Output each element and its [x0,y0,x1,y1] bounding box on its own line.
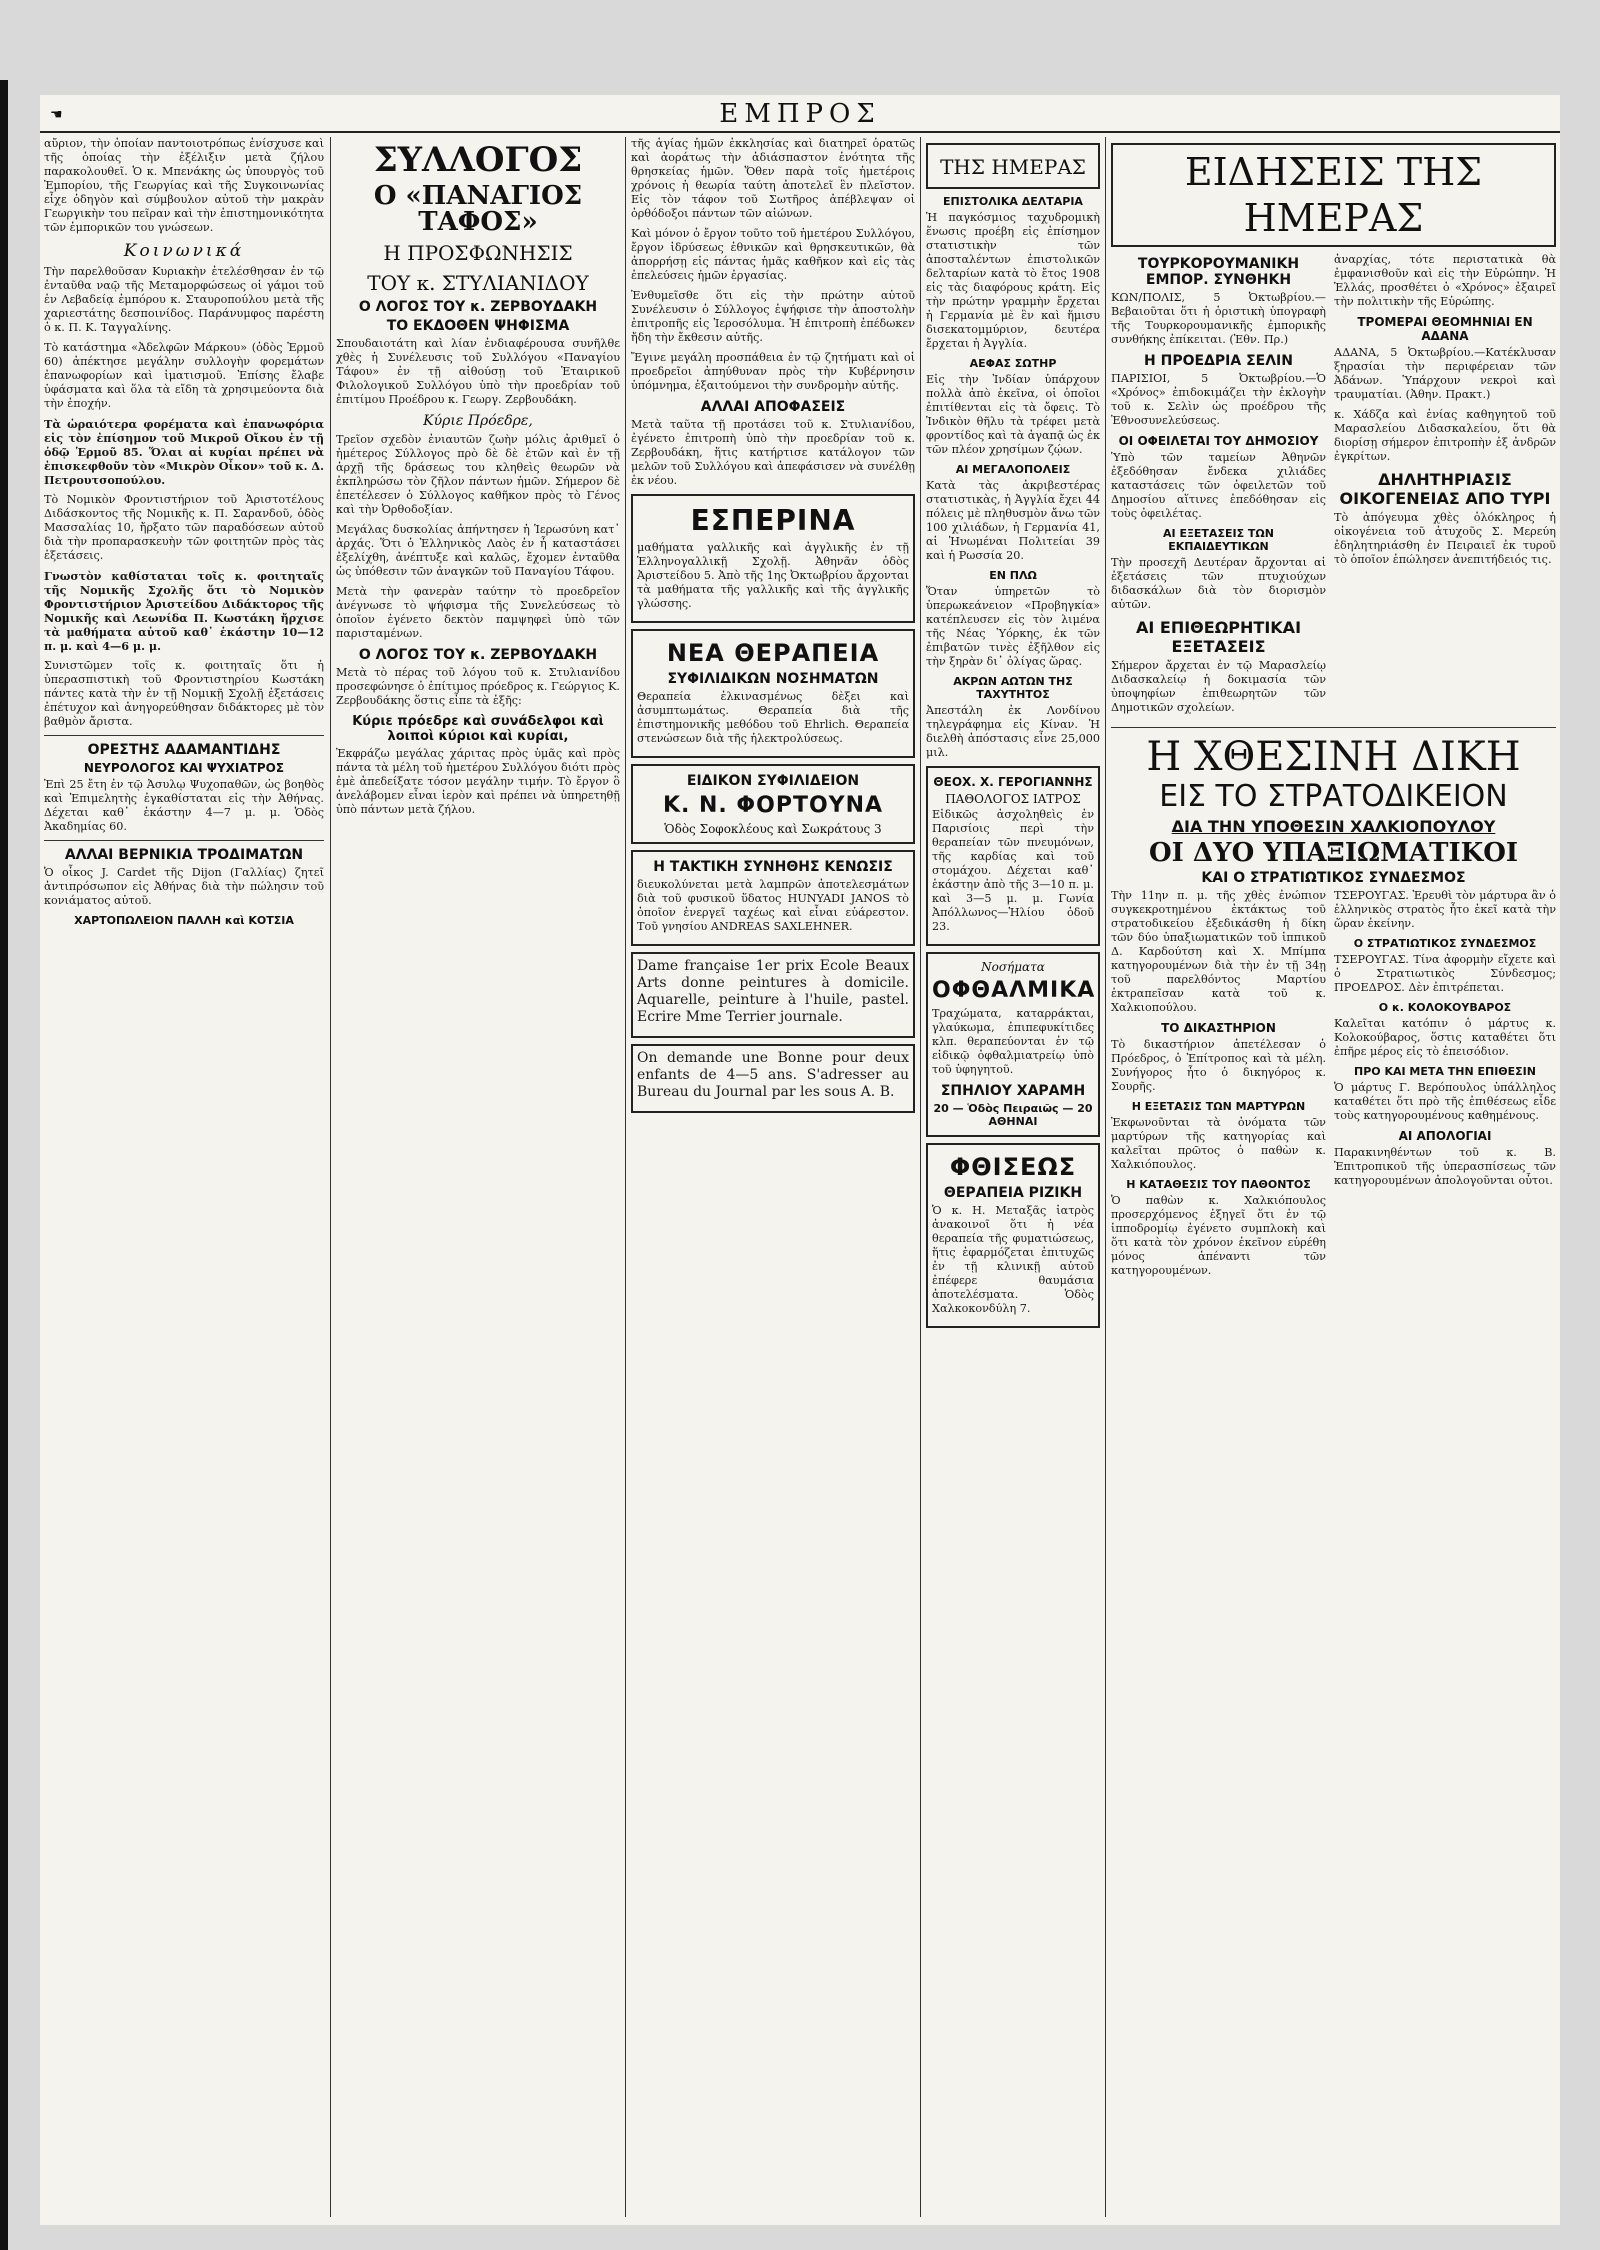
article-text: Κατὰ τὰς ἀκριβεστέρας στατιστικὰς, ἡ Ἀγγλία ἔχει 44 πόλεις μὲ πληθυσμὸν ἄνω τῶν 100 χιλιάδων, ἡ Γερμανία 41, αἱ Ἡνωμέναι Πολιτείαι 39 καὶ ἡ Ρωσσία 20. [926,479,1100,562]
ad-subheading: ΘΕΡΑΠΕΙΑ ΡΙΖΙΚΗ [943,1185,1083,1201]
article-text: Μεγάλας δυσκολίας ἀπήντησεν ἡ Ἱερωσύνη κατ᾽ ἀρχάς. Ὅτι ὁ Ἑλληνικὸς Λαὸς ἐν ἦ καταστάσει ἐξελίχθη, ἀνέπτυξε καὶ καλῶς, ἔχομεν ἐνταῦθα ὡς ὑπόθεσιν τῶν ἀναγκῶν τοῦ Παναγίου Τάφου. [336,523,620,578]
article-text: ΚΩΝ/ΠΟΛΙΣ, 5 Ὀκτωβρίου.—Βεβαιοῦται ὅτι ἡ ὁριστικὴ ὑπογραφὴ τῆς Τουρκορουμανικῆς ἐμπορικῆς συνθήκης ἐπίκειται. (Ἐθν. Πρ.) [1111,291,1326,346]
article-text: Παρακινηθέντων τοῦ κ. Β. Ἐπιτροπικοῦ τῆς ὑπερασπίσεως τῶν κατηγορουμένων ἀπολογοῦνται οὗτοι. [1334,1146,1556,1187]
footer-text: ΧΑΡΤΟΠΩΛΕΙΟΝ ΠΑΛΛΗ καὶ ΚΟΤΣΙΑ [74,914,294,927]
article-text: Ἐκφράζω μεγάλας χάριτας πρὸς ὑμᾶς καὶ πρὸς πάντα τὰ μέλη τοῦ ἡμετέρου Συλλόγου διότι πρὸς ἐμὲ ἀπεδείξατε τόσον μεγάλην τιμήν. Τὸ ἔργον ὃ ἀνελάβομεν εἶναι ἱερὸν καὶ πρέπει νὰ ὑπηρετηθῇ ὑπὸ πάντων μετὰ ζήλου. [336,747,620,816]
ad-address: Ὁδὸς Σοφοκλέους καὶ Σωκράτους 3 [664,822,882,836]
ad-heading: ΟΦΘΑΛΜΙΚΑ [932,978,1096,1003]
ad-heading: Η ΤΑΚΤΙΚΗ ΣΥΝΗΘΗΣ ΚΕΝΩΣΙΣ [653,859,893,875]
ornament-icon: ☚ [50,107,63,123]
ad-subheading: Κ. Ν. ΦΟΡΤΟΥΝΑ [662,793,884,818]
ad-heading: ΦΘΙΣΕΩΣ [949,1153,1077,1181]
ad-subheading: ΠΑΘΟΛΟΓΟΣ ΙΑΤΡΟΣ [945,792,1081,806]
main-headline: Η ΧΘΕΣΙΝΗ ΔΙΚΗ [1146,734,1521,780]
article-text: Τὸ Νομικὸν Φροντιστήριον τοῦ Ἀριστοτέλους Διδάσκοντος τῆς Νομικῆς κ. Π. Σαρανδοῦ, ὁδὸς Μασσαλίας 10, ἤρξατο τῶν παραδόσεων αὐτοῦ διὰ τὴν προπαρασκευὴν τῶν φοιτητῶν πρὸς τὰς ἐξετάσεις. [44,493,324,562]
subheadline: ΤΟ ΔΙΚΑΣΤΗΡΙΟΝ [1161,1021,1276,1035]
article-text: ΤΣΕΡΟΥΓΑΣ. Ἐρευθὶ τὸν μάρτυρα ἂν ὁ ἑλληνικὸς στρατὸς ἦτο ἐκεῖ κατὰ τὴν ὥραν ἐκείνην. [1334,889,1556,930]
divider [1111,727,1556,728]
ad-text: διευκολύνεται μετὰ λαμπρῶν ἀποτελεσμάτων διὰ τοῦ φυσικοῦ ὕδατος HUNYADI JANOS τὸ ὁποῖον ἐνεργεῖ ταχέως καὶ εἶναι εὐάρεστον. Τοῦ γνησίου ANDREAS SAXLEHNER. [637,878,909,933]
subheadline: ΔΙΑ ΤΗΝ ΥΠΟΘΕΣΙΝ ΧΑΛΚΙΟΠΟΥΛΟΥ [1171,817,1496,836]
ad-heading: ΟΡΕΣΤΗΣ ΑΔΑΜΑΝΤΙΔΗΣ [87,742,281,758]
subheadline: Η ΠΡΟΕΔΡΙΑ ΣΕΛΙΝ [1144,353,1293,369]
news-row [1111,253,1556,721]
column-3 [631,137,915,2217]
ad-text: Τραχώματα, καταρράκται, γλαύκωμα, ἐπιπεφυκίτιδες κλπ. θεραπεύονται ἐν τῷ εἰδικῷ ὀφθαλμιατρείῳ ὑπὸ τοῦ ὑφηγητοῦ. [932,1007,1094,1076]
newspaper-page [40,95,1560,2225]
article-text: Ἐνθυμεῖσθε ὅτι εἰς τὴν πρώτην αὐτοῦ Συνέλευσιν ὁ Σύλλογος ἐψήφισε τὴν ἀποστολὴν ἐπιτροπῆς εἰς Ἱεροσόλυμα. Ἡ ἐπιτροπὴ ἐπέδωκεν ἤδη τὴν ἔκθεσιν αὐτῆς. [631,289,915,344]
ad-box [631,629,915,758]
ad-heading: ΕΣΠΕΡΙΝΑ [690,504,856,537]
subheadline: ΤΟΥ κ. ΣΤΥΛΙΑΝΙΔΟΥ [367,271,589,295]
subheadline: Κύριε πρόεδρε καὶ συνάδελφοι καὶ λοιποὶ κύριοι καὶ κυρίαι, [352,714,604,744]
section-heading: ΤΗΣ ΗΜΕΡΑΣ [940,155,1086,179]
salutation: Κύριε Πρόεδρε, [423,413,533,429]
article-text: Τὸ κατάστημα «Ἀδελφῶν Μάρκου» (ὁδὸς Ἑρμοῦ 60) ἀπέκτησε μεγάλην συλλογὴν φορεμάτων ἐπανωφορίων καὶ ἱματισμοῦ. Ἐπίσης ἔλαβε ὑφάσματα καὶ ὅλα τὰ εἴδη τὰ χρησιμεύοντα διὰ τὴν ἐποχήν. [44,341,324,410]
article-text: ΑΔΑΝΑ, 5 Ὀκτωβρίου.—Κατέκλυσαν ξηρασίαι τὴν περιφέρειαν τῶν Ἀδάνων. Ὑπάρχουν νεκροὶ καὶ τραυματίαι. (Ἀθην. Πρακτ.) [1334,346,1556,401]
article-text: Ἡ παγκόσμιος ταχυδρομικὴ ἕνωσις προέβη εἰς ἐπίσημον στατιστικὴν τῶν ἀποσταλέντων ἐπιστολικῶν δελταρίων κατὰ τὸ ἔτος 1908 εἰς τὰς διαφόρους κράτη. Εἰς τὴν πρώτην γραμμὴν ἔρχεται ἡ Γερμανία μὲ ἓν καὶ ἥμισυ δισεκατομμύριον, δευτέρα ἔρχεται ἡ Ἀγγλία. [926,211,1100,350]
scan-edge [0,80,8,2250]
ad-text: Ἐπὶ 25 ἔτη ἐν τῷ Ἀσυλῳ Ψυχοπαθῶν, ὡς βοηθὸς καὶ Ἐπιμελητὴς ἐγκαθίσταται εἰς τὴν Ἀθήνας. Δέχεται καθ᾽ ἑκάστην 4—7 μ. μ. Ὁδὸς Ἀκαδημίας 60. [44,778,324,833]
ad-heading: ΝΕΑ ΘΕΡΑΠΕΙΑ [666,639,880,667]
subheadline: ΤΡΟΜΕΡΑΙ ΘΕΟΜΗΝΙΑΙ ΕΝ ΑΔΑΝΑ [1357,315,1533,343]
news-left [1111,253,1326,721]
ad-text: Ὁ κ. Η. Μεταξᾶς ἰατρὸς ἀνακοινοῖ ὅτι ἡ νέα θεραπεία τῆς φυματιώσεως, ἥτις ἐφαρμόζεται ἐπιτυχῶς ἐν τῇ κλινικῇ αὐτοῦ ἐπέφερε θαυμάσια ἀποτελέσματα. Ὁδὸς Χαλκοκονδύλη 7. [932,1204,1094,1315]
subheadline: ΤΟΥΡΚΟΡΟΥΜΑΝΙΚΗ ΕΜΠΟΡ. ΣΥΝΘΗΚΗ [1137,256,1300,288]
article-text: Σπουδαιοτάτη καὶ λίαν ἐνδιαφέρουσα συνῆλθε χθὲς ἡ Συνέλευσις τοῦ Συλλόγου «Παναγίου Τάφου» ἐν τῇ αἰθούσῃ τοῦ Ἑταιρικοῦ Φιλολογικοῦ Συλλόγου ὑπὸ τὴν προεδρίαν τοῦ ἐπιτίμου Προέδρου κ. Γεωργ. Ζερβουδάκη. [336,337,620,406]
article-text: Ὁ παθὼν κ. Χαλκιόπουλος προσερχόμενος ἐξηγεῖ ὅτι ἐν τῷ ἱπποδρομίῳ ἐγένετο συμπλοκὴ καὶ ὅτι κατὰ τὸν χρόνον ἐκεῖνον εὑρέθη μόνος ἀπέναντι τῶν κατηγορουμένων. [1111,1194,1326,1277]
article-text: Καὶ μόνον ὁ ἔργον τοῦτο τοῦ ἡμετέρου Συλλόγου, ἔργον ἱδρύσεως ἐθνικῶν καὶ θρησκευτικῶν, θὰ ἀπορρήσῃ εἰς πάντας ἡμᾶς καθῆκον καὶ εἰς τὰς ἐπελεύσεις ἡμῶν ἐργασίας. [631,227,915,282]
column-5 [1111,137,1556,2217]
article-text: Τὸ ἀπόγευμα χθὲς ὁλόκληρος ἡ οἰκογένεια τοῦ ἀτυχοῦς Σ. Μερεύη ἐδηλητηριάσθη ἐν Πειραιεῖ ἐκ τυροῦ τὸ ὁποῖον ἐπώλησεν ἀνεπιτήδειός τις. [1334,511,1556,566]
ad-box [631,850,915,946]
column-2 [336,137,620,2217]
ad-heading: ΘΕΟΧ. Χ. ΓΕΡΟΓΙΑΝΝΗΣ [933,775,1093,789]
section-box [1111,143,1556,247]
ad-text: Dame française 1er prix Ecole Beaux Arts donne peintures à domicile. Aquarelle, peinture à l'huile, pastel. Ecrire Mme Terrier journale. [637,958,909,1025]
article-text: ΤΣΕΡΟΥΓΑΣ. Τίνα ἀφορμὴν εἴχετε καὶ ὁ Στρατιωτικὸς Σύνδεσμος; ΠΡΟΕΔΡΟΣ. Δὲν ἐπιτρέπεται. [1334,953,1556,994]
subheadline: ΑΙ ΕΠΙΘΕΩΡΗΤΙΚΑΙ ΕΞΕΤΑΣΕΙΣ [1135,618,1302,656]
subheadline: ΑΙ ΑΠΟΛΟΓΙΑΙ [1398,1129,1492,1143]
article-text: Ὅταν ὑπηρετῶν τὸ ὑπερωκεάνειον «Προβηγκία» κατέπλευσεν εἰς τὸν λιμένα τῆς Νέας Ὑόρκης, ἐκ τῶν ἐπιβατῶν τινὲς ἐξῆλθον εἰς τὴν ξηρὰν δι᾽ ὀλίγας ὥρας. [926,585,1100,668]
article-text: Τὴν 11ην π. μ. τῆς χθὲς ἐνώπιον συγκεκροτημένου ἐκτάκτως τοῦ στρατοδικείου ἐξεδικάσθη ἡ δίκη τῶν δύο ὑπαξιωματικῶν τοῦ ἱππικοῦ Δ. Καρδούτση καὶ Χ. Μπίμπα κατηγορουμένων διὰ τὴν ἐν τῇ 34ῃ τοῦ παρελθόντος Μαρτίου ἐκτραπεῖσαν κατὰ τοῦ κ. Χαλκιοπούλου. [1111,889,1326,1014]
article-text: κ. Χάδζα καὶ ἐνίας καθηγητοῦ τοῦ Μαρασλείου Διδασκαλείου, ὅτι θὰ διορίσῃ σήμερον ἐπιτροπὴν ἐξ ἀνδρῶν ἐγκρίτων. [1334,408,1556,463]
column-rule [625,137,626,2217]
article-text: Ἐκφωνοῦνται τὰ ὀνόματα τῶν μαρτύρων τῆς κατηγορίας καὶ καλεῖται πρῶτος ὁ παθὼν κ. Χαλκιόπουλος. [1111,1116,1326,1171]
article-text: τῆς ἁγίας ἡμῶν ἐκκλησίας καὶ διατηρεῖ ὁρατῶς καὶ ἀοράτως τὴν ἀδιάσπαστον ἑνότητα τῆς θρησκείας ἡμῶν. Ὅθεν παρὰ τοῖς ἡμετέροις χρόνοις ἡ θεωρία ταύτη ἀποτελεῖ ἓν πλεῖστον. Εἰς τὸν τάφον τοῦ Σωτῆρος ἀπέβλεψαν οἱ ὀρθόδοξοι πάντων τῶν αἰώνων. [631,137,915,220]
ad-kicker: Νοσήματα [981,960,1045,974]
article-text: Ἔγινε μεγάλη προσπάθεια ἐν τῷ ζητήματι καὶ οἱ προεδρεῖοι ἀπηύθυναν πρὸς τὴν Κυβέρνησιν ὑπόμνημα, ἐξαιτούμενοι τὴν συνδρομὴν αὐτῆς. [631,351,915,392]
article-text: Συνιστῶμεν τοῖς κ. φοιτηταῖς ὅτι ἡ ὑπερασπιστικὴ τοῦ Φροντιστηρίου Κωστάκη πάντες κατὰ τὴν ἐν τῇ Νομικῇ Σχολῇ ἐξετάσεις ἐπέτυχον καὶ ἀνηγορεύθησαν διδάκτορες μὲ τὸν βαθμὸν ἄριστα. [44,659,324,728]
column-4 [926,137,1100,2217]
headline: ΣΥΛΛΟΓΟΣ [373,140,583,180]
column-rule [330,137,331,2217]
ad-box [631,764,915,844]
subheadline: ΟΙ ΟΦΕΙΛΕΤΑΙ ΤΟΥ ΔΗΜΟΣΙΟΥ [1118,434,1319,448]
article-text: Σήμερον ἄρχεται ἐν τῷ Μαρασλείῳ Διδασκαλείῳ ἡ δοκιμασία τῶν ὑποψηφίων ἐπιθεωρητῶν τῶν Δημοτικῶν σχολείων. [1111,659,1326,714]
section-heading: ΕΙΔΗΣΕΙΣ ΤΗΣ ΗΜΕΡΑΣ [1184,150,1483,240]
subheadline: ΟΙ ΔΥΟ ΥΠΑΞΙΩΜΑΤΙΚΟΙ [1148,838,1519,868]
ad-text: Θεραπεία ἐλκινασμένως δὲξει καὶ ἀσυμπτωμάτως. Θεραπεία διὰ τῆς ἐπιστημονικῆς μεθόδου τοῦ Ehrlich. Θεραπεία στενώσεων διὰ τῆς ἠλεκτρολύσεως. [637,690,909,745]
article-text: Γνωστὸν καθίσταται τοῖς κ. φοιτηταῖς τῆς Νομικῆς Σχολῆς ὅτι τὸ Νομικὸν Φροντιστήριον Ἀριστείδου Διδάκτορος τῆς Νομικῆς καὶ Λεωνίδα Π. Κωστάκη ἤρχισε τὰ μαθήματα αὐτοῦ καθ᾽ ἑκάστην 10—12 π. μ. καὶ 4—6 μ. μ. [44,569,324,653]
ad-box [631,1044,915,1113]
article-text: Μετὰ τὴν φανερὰν ταύτην τὸ προεδρεῖον ἀνέγνωσε τὸ ψήφισμα τῆς Συνελεύσεως τὸ ὁποῖον ἐγένετο δεκτὸν παμψηφεὶ ὑπὸ τῶν παρισταμένων. [336,585,620,640]
ad-text: Ὁ οἶκος J. Cardet τῆς Dijon (Γαλλίας) ζητεῖ ἀντιπρόσωπον εἰς Ἀθήνας διὰ τὴν πώλησιν τοῦ κονιάματος αὐτοῦ. [44,866,324,907]
subheadline: Ο ΛΟΓΟΣ ΤΟΥ κ. ΖΕΡΒΟΥΔΑΚΗ [358,299,598,315]
divider [44,840,324,841]
article-text: αὔριον, τὴν ὁποίαν παντοιοτρόπως ἐνίσχυσε καὶ τῆς ὁποίας τὴν ἐξέλιξιν μετὰ ζήλου παρακολουθεῖ. Ὁ κ. Μπενάκης ὡς ὑπουργὸς τοῦ Ἐμπορίου, τῆς Γεωργίας καὶ τῆς Συγκοινωνίας εἶχε ὁδηγὸν καὶ σύμβουλον αὐτοῦ τὴν μακρὰν Γεωργικὴν του πεῖραν καὶ τὴν ἐπιστημονικότητα τῶν ἐμπορικῶν του γνώσεων. [44,137,324,234]
ad-box [926,1143,1100,1328]
divider [44,735,324,736]
subheadline: ΤΟ ΕΚΔΟΘΕΝ ΨΗΦΙΣΜΑ [386,318,570,334]
ad-name: ΣΠΗΛΙΟΥ ΧΑΡΑΜΗ [940,1083,1086,1099]
ad-text: On demande une Bonne pour deux enfants de 4—5 ans. S'adresser au Bureau du Journal par les sous A. B. [637,1050,909,1100]
article-text: Καλεῖται κατόπιν ὁ μάρτυς κ. Κολοκούβαρος, ὅστις καταθέτει ὅτι ἐπῆρε μέρος εἰς τὸ ἐπεισόδιον. [1334,1017,1556,1058]
subheadline: ΑΚΡΩΝ ΑΩΤΩΝ ΤΗΣ ΤΑΧΥΤΗΤΟΣ [953,675,1073,701]
ad-box [926,952,1100,1137]
article-text: Τὴν προσεχῆ Δευτέραν ἄρχονται αἱ ἐξετάσεις τῶν πτυχιούχων διδασκάλων διὰ τὸν διορισμὸν αὐτῶν. [1111,556,1326,611]
trial-right [1334,889,1556,1284]
newspaper-title: ΕΜΠΡΟΣ [719,99,881,129]
article-text: Εἰς τὴν Ἰνδίαν ὑπάρχουν πολλὰ ἀπὸ ἐκεῖνα, οἱ ὁποῖοι ἐπιτίθενται εἰς τὰ ὄφεις. Τὸ Ἰνδικὸν θῆλυ τὰ τρέφει μετὰ φροντίδος καὶ τὰ ἀγαπᾷ ὡς ἐκ τῶν πλέον χρησίμων ζῴων. [926,373,1100,456]
article-text: Ἀπεστάλη ἐκ Λονδίνου τηλεγράφημα εἰς Κίναν. Ἡ διελθὴ ἀπόστασις εἶνε 25,000 μιλ. [926,704,1100,759]
article-text: Τὴν παρελθοῦσαν Κυριακὴν ἐτελέσθησαν ἐν τῷ ἐνταῦθα ναῷ τῆς Μεταμορφώσεως οἱ γάμοι τοῦ ἐν Λεβαδείᾳ ἐμπόρου κ. Σταυροπούλου μετὰ τῆς χαριεστάτης δεσποινίδος. Παράνυμφος παρέστη ὁ κ. Π. Κ. Ταγγαλίνης. [44,265,324,334]
trial-row [1111,889,1556,1284]
column-rule [920,137,921,2217]
ad-subheading: ΣΥΦΙΛΙΔΙΚΩΝ ΝΟΣΗΜΑΤΩΝ [667,671,879,687]
article-text: Μετὰ τὸ πέρας τοῦ λόγου τοῦ κ. Στυλιανίδου προσεφώνησε ὁ ἐπίτιμος πρόεδρος κ. Γεώργιος Κ. Ζερβουδάκης ὅστις εἶπε τὰ ἑξῆς: [336,666,620,707]
subheadline: Ο ΣΤΡΑΤΙΩΤΙΚΟΣ ΣΥΝΔΕΣΜΟΣ [1353,937,1537,950]
article-text: Τὰ ὡραιότερα φορέματα καὶ ἐπανωφόρια εἰς τὸν ἐπίσημον τοῦ Μικροῦ Οἴκου ἐν τῇ ὁδῷ Ἑρμοῦ 85. Ὅλαι αἱ κυρίαι πρέπει νὰ ἐπισκεφθοῦν τὸν «Μικρὸν Οἶκον» τοῦ κ. Δ. Πετρουτσοπούλου. [44,417,324,487]
section-heading: Κοινωνικά [123,241,245,261]
subheadline: Η ΠΡΟΣΦΩΝΗΣΙΣ [383,241,573,265]
subheadline: Ο κ. ΚΟΛΟΚΟΥΒΑΡΟΣ [1378,1001,1512,1014]
article-text: ΠΑΡΙΣΙΟΙ, 5 Ὀκτωβρίου.—Ὁ «Χρόνος» ἐπιδοκιμάζει τὴν ἐκλογὴν τοῦ κ. Σελὶν ὡς προέδρου τῆς Ἐθνοσυνελεύσεως. [1111,372,1326,427]
subheadline: Η ΕΞΕΤΑΣΙΣ ΤΩΝ ΜΑΡΤΥΡΩΝ [1131,1100,1306,1113]
ad-text: Εἰδικῶς ἀσχοληθεὶς ἐν Παρισίοις περὶ τὴν θεραπείαν τῶν πνευμόνων, τῆς καρδίας καὶ τοῦ στομάχου. Δέχεται καθ᾽ ἑκάστην ἀπὸ τῆς 3—10 π. μ. καὶ 3—5 μ. μ. Γωνία Ἀπόλλωνος—Ἡλίου ὁδοῦ 23. [932,808,1094,933]
subheadline: ΑΛΛΑΙ ΑΠΟΦΑΣΕΙΣ [700,399,846,415]
subheadline: ΑΙ ΜΕΓΑΛΟΠΟΛΕΙΣ [955,463,1071,476]
subheadline: Ο ΛΟΓΟΣ ΤΟΥ κ. ΖΕΡΒΟΥΔΑΚΗ [358,647,598,663]
article-text: Τρεῖον σχεδὸν ἐνιαυτῶν ζωὴν μόλις ἀριθμεῖ ὁ ἡμέτερος Σύλλογος πρὸ δὲ δὲ ἐτῶν καὶ ἐν τῇ ἀρχῇ τῆς δράσεως του κληθεὶς θεωρῶν νὰ ἐκπληρώσω τὸν ζῆλον πάντων ἡμῶν. Σήμερον δὲ ἐπετέλεσεν ὁ Σύλλογος καθῆκον πρὸς τὸ Γένος καὶ τὴν Ὀρθοδοξίαν. [336,433,620,516]
subheadline: ΔΗΛΗΤΗΡΙΑΣΙΣ ΟΙΚΟΓΕΝΕΙΑΣ ΑΠΟ ΤΥΡΙ [1339,470,1551,508]
ad-text: μαθήματα γαλλικῆς καὶ ἀγγλικῆς ἐν τῇ Ἑλληνογαλλικῇ Σχολῇ. Ἀθηνᾶν ὁδὸς Ἀριστείδου 5. Ἀπὸ τῆς 1ης Ὀκτωβρίου ἄρχονται τὰ μαθήματα τῆς γαλλικῆς καὶ τῆς ἀγγλικῆς γλώσσης. [637,541,909,610]
ad-box [631,952,915,1038]
subheadline: ΑΕΦΑΣ ΣΩΤΗΡ [969,357,1057,370]
ad-heading: ΑΛΛΑΙ ΒΕΡΝΙΚΙΑ ΤΡΟΔΙΜΑΤΩΝ [64,847,304,863]
article-text: Τὸ δικαστήριον ἀπετέλεσαν ὁ Πρόεδρος, ὁ Ἐπίτροπος καὶ τὰ μέλη. Συνήγορος ἦτο ὁ δικηγόρος κ. Σουρῆς. [1111,1038,1326,1093]
ad-subheading: ΝΕΥΡΟΛΟΓΟΣ ΚΑΙ ΨΥΧΙΑΤΡΟΣ [83,761,285,775]
masthead [40,95,1560,133]
article-text: Μετὰ ταῦτα τῇ προτάσει τοῦ κ. Στυλιανίδου, ἐγένετο ἐπιτροπὴ ὑπὸ τὴν προεδρίαν τοῦ κ. Ζερβουδάκη, ἥτις κατήρτισε κατάλογον τῶν μελῶν τοῦ Συλλόγου καὶ ἀπεφάσισεν νὰ συνέλθῃ ἐκ νέου. [631,418,915,487]
ad-heading: ΕΙΔΙΚΟΝ ΣΥΦΙΛΙΔΕΙΟΝ [686,773,860,789]
trial-left [1111,889,1326,1284]
ad-box [926,766,1100,946]
news-right [1334,253,1556,721]
subheadline: ΑΙ ΕΞΕΤΑΣΕΙΣ ΤΩΝ ΕΚΠΑΙΔΕΥΤΙΚΩΝ [1163,527,1274,553]
subheadline: ΕΠΙΣΤΟΛΙΚΑ ΔΕΛΤΑΡΙΑ [943,195,1083,208]
subheadline: Η ΚΑΤΑΘΕΣΙΣ ΤΟΥ ΠΑΘΟΝΤΟΣ [1126,1178,1311,1191]
article-text: ἀναρχίας, τότε περιστατικὰ θὰ ἐμφανισθοῦν καὶ εἰς τὴν Εὐρώπην. Ἡ Ἑλλάς, προσθέτει ὁ «Χρόνος» ἐξαιρεῖ τὴν πολιτικὴν τῆς Εὐρώπης. [1334,253,1556,308]
ad-address: 20 — Ὁδὸς Πειραιῶς — 20 ΑΘΗΝΑΙ [933,1102,1093,1128]
ad-box [631,494,915,623]
subheadline: ΠΡΟ ΚΑΙ ΜΕΤΑ ΤΗΝ ΕΠΙΘΕΣΙΝ [1354,1065,1536,1078]
headline: Ο «ΠΑΝΑΓΙΟΣ ΤΑΦΟΣ» [373,181,583,237]
subheadline: ΕΝ ΠΛΩ [989,569,1037,582]
main-headline: ΕΙΣ ΤΟ ΣΤΡΑΤΟΔΙΚΕΙΟΝ [1159,779,1508,814]
subheadline: ΚΑΙ Ο ΣΤΡΑΤΙΩΤΙΚΟΣ ΣΥΝΔΕΣΜΟΣ [1201,870,1466,886]
article-text: Ὁ μάρτυς Γ. Βερόπουλος ὑπάλληλος καταθέτει ὅτι πρὸ τῆς ἐπιθέσεως εἶδε τοὺς κατηγορουμένους καθημένους. [1334,1081,1556,1122]
column-rule [1105,137,1106,2217]
article-text: Ὑπὸ τῶν ταμείων Ἀθηνῶν ἐξεδόθησαν ἔνδεκα χιλιάδες καταστάσεις τῶν ὀφειλετῶν τοῦ Δημοσίου αἵτινες ἐπεδόθησαν εἰς τοὺς ὀφειλέτας. [1111,451,1326,520]
section-box [926,143,1100,189]
column-1 [44,137,324,2217]
